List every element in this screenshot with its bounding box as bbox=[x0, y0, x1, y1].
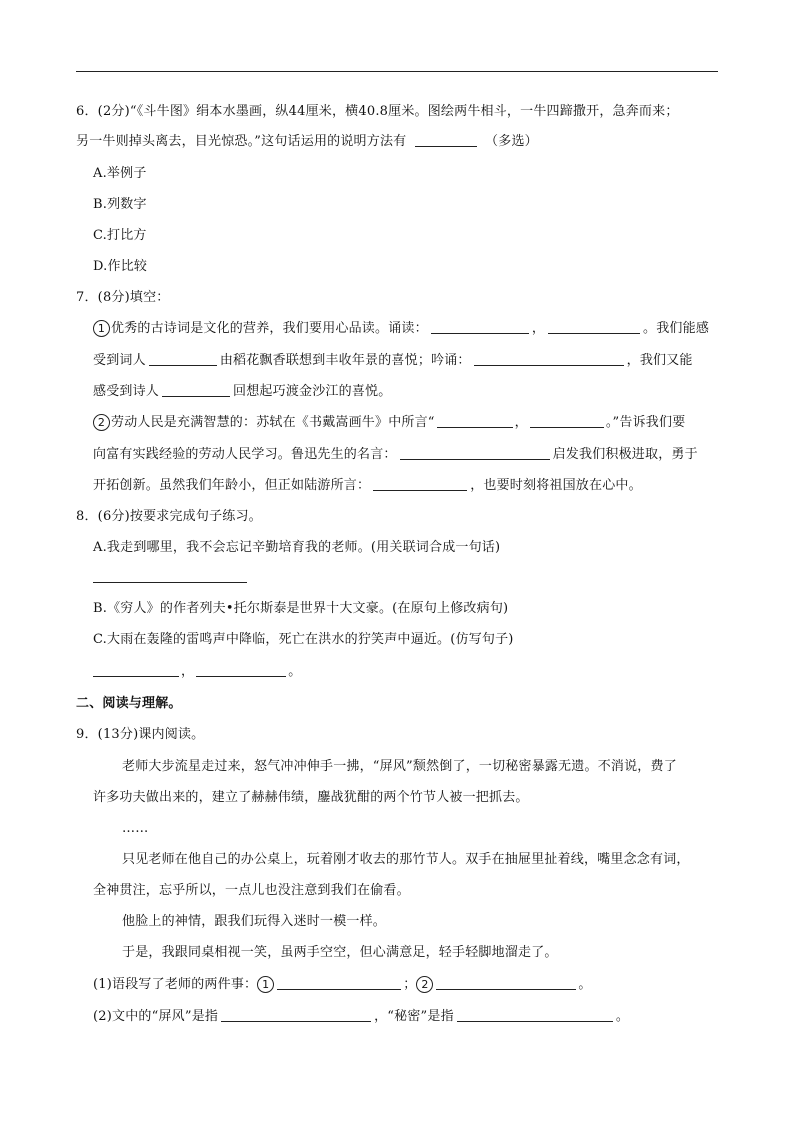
q7-blank-6[interactable] bbox=[437, 414, 513, 428]
q8-a-answer-line[interactable] bbox=[93, 582, 247, 583]
q6-line1: 6．(2分)“《斗牛图》绢本水墨画，纵44厘米，横40.8厘米。图绘两牛相斗，一牛四蹄撒开，急奔而来； bbox=[76, 104, 679, 119]
circled-number-1: 1 bbox=[93, 320, 110, 337]
q7-blank-3[interactable] bbox=[149, 352, 217, 366]
q9-passage-p1-line1: 老师大步流星走过来，怒气冲冲伸手一拂，“屏风”颓然倒了，一切秘密暴露无遗。不消说，费了 bbox=[122, 759, 677, 774]
q8-c-blank-1[interactable] bbox=[93, 663, 179, 677]
q7-blank-4[interactable] bbox=[474, 352, 624, 366]
q7-p1-line1: 1 优秀的古诗词是文化的营养，我们要用心品读。诵读： ， 。我们能感 bbox=[93, 320, 709, 338]
q6-option-b: B.列数字 bbox=[93, 197, 147, 212]
q7-blank-9[interactable] bbox=[373, 477, 467, 491]
q7-p2-line3: 开拓创新。虽然我们年龄小，但正如陆游所言： ，也要时刻将祖国放在心中。 bbox=[93, 478, 642, 493]
q8-heading: 8．(6分)按要求完成句子练习。 bbox=[76, 509, 262, 524]
q9-passage-ellipsis: …… bbox=[122, 821, 149, 836]
q9-sub2: (2)文中的“屏风”是指 ，“秘密”是指 。 bbox=[93, 1009, 630, 1024]
q7-blank-2[interactable] bbox=[548, 320, 640, 334]
q9-passage-p2-line1: 只见老师在他自己的办公桌上，玩着刚才收去的那竹节人。双手在抽屉里扯着线，嘴里念念有词， bbox=[122, 852, 690, 867]
q6-line2-text: 另一牛则掉头离去，目光惊恐。”这句话运用的说明方法有 bbox=[76, 134, 407, 149]
q9-heading: 9．(13分)课内阅读。 bbox=[76, 727, 205, 742]
q9-passage-p1-line2: 许多功夫做出来的，建立了赫赫伟绩，鏖战犹酣的两个竹节人被一把抓去。 bbox=[93, 790, 529, 805]
q9-passage-p4: 于是，我跟同桌相视一笑，虽两手空空，但心满意足，轻手轻脚地溜走了。 bbox=[122, 945, 558, 960]
q7-heading: 7．(8分)填空： bbox=[76, 290, 170, 305]
q9-sub1-blank-2[interactable] bbox=[436, 976, 576, 990]
q7-blank-8[interactable] bbox=[400, 446, 550, 460]
q7-blank-7[interactable] bbox=[530, 414, 604, 428]
q8-c-answer: ， 。 bbox=[93, 663, 301, 681]
q7-p1-line2: 受到词人 由稻花飘香联想到丰收年景的喜悦；吟诵： ，我们又能 bbox=[93, 353, 693, 368]
circled-number-1: 1 bbox=[257, 976, 274, 993]
circled-number-2: 2 bbox=[416, 976, 433, 993]
q8-c-blank-2[interactable] bbox=[196, 663, 286, 677]
q7-p2-line1: 2 劳动人民是充满智慧的：苏轼在《书戴嵩画牛》中所言“ ， 。”告诉我们要 bbox=[93, 414, 685, 432]
q8-item-c: C.大雨在轰隆的雷鸣声中降临，死亡在洪水的狞笑声中逼近。(仿写句子) bbox=[93, 632, 514, 647]
q9-sub2-blank-2[interactable] bbox=[457, 1008, 613, 1022]
q6-option-d: D.作比较 bbox=[93, 259, 148, 274]
q9-sub1: (1)语段写了老师的两件事： 1 ； 2 。 bbox=[93, 977, 592, 992]
q8-item-b: B.《穷人》的作者列夫•托尔斯泰是世界十大文豪。(在原句上修改病句) bbox=[93, 601, 509, 616]
q9-passage-p3: 他脸上的神情，跟我们玩得入迷时一模一样。 bbox=[122, 914, 387, 929]
q9-passage-p2-line2: 全神贯注，忘乎所以，一点儿也没注意到我们在偷看。 bbox=[93, 883, 410, 898]
q7-p2-line2: 向富有实践经验的劳动人民学习。鲁迅先生的名言： 启发我们积极进取，勇于 bbox=[93, 447, 698, 462]
q7-blank-5[interactable] bbox=[162, 383, 230, 397]
q7-blank-1[interactable] bbox=[431, 320, 529, 334]
q8-item-a: A.我走到哪里，我不会忘记辛勤培育我的老师。(用关联词合成一句话) bbox=[93, 540, 501, 555]
q6-line2 bbox=[76, 133, 538, 151]
section-2-heading: 二、阅读与理解。 bbox=[76, 696, 182, 711]
circled-number-2: 2 bbox=[93, 414, 110, 431]
q7-p1-line3: 感受到诗人 回想起巧渡金沙江的喜悦。 bbox=[93, 384, 392, 399]
q9-sub1-blank-1[interactable] bbox=[277, 976, 401, 990]
q6-option-a: A.举例子 bbox=[93, 166, 147, 181]
q6-multi-note: （多选） bbox=[485, 134, 538, 149]
q6-option-c: C.打比方 bbox=[93, 228, 147, 243]
q6-answer-blank[interactable] bbox=[415, 133, 477, 147]
q9-sub2-blank-1[interactable] bbox=[221, 1008, 371, 1022]
header-rule bbox=[76, 71, 718, 72]
